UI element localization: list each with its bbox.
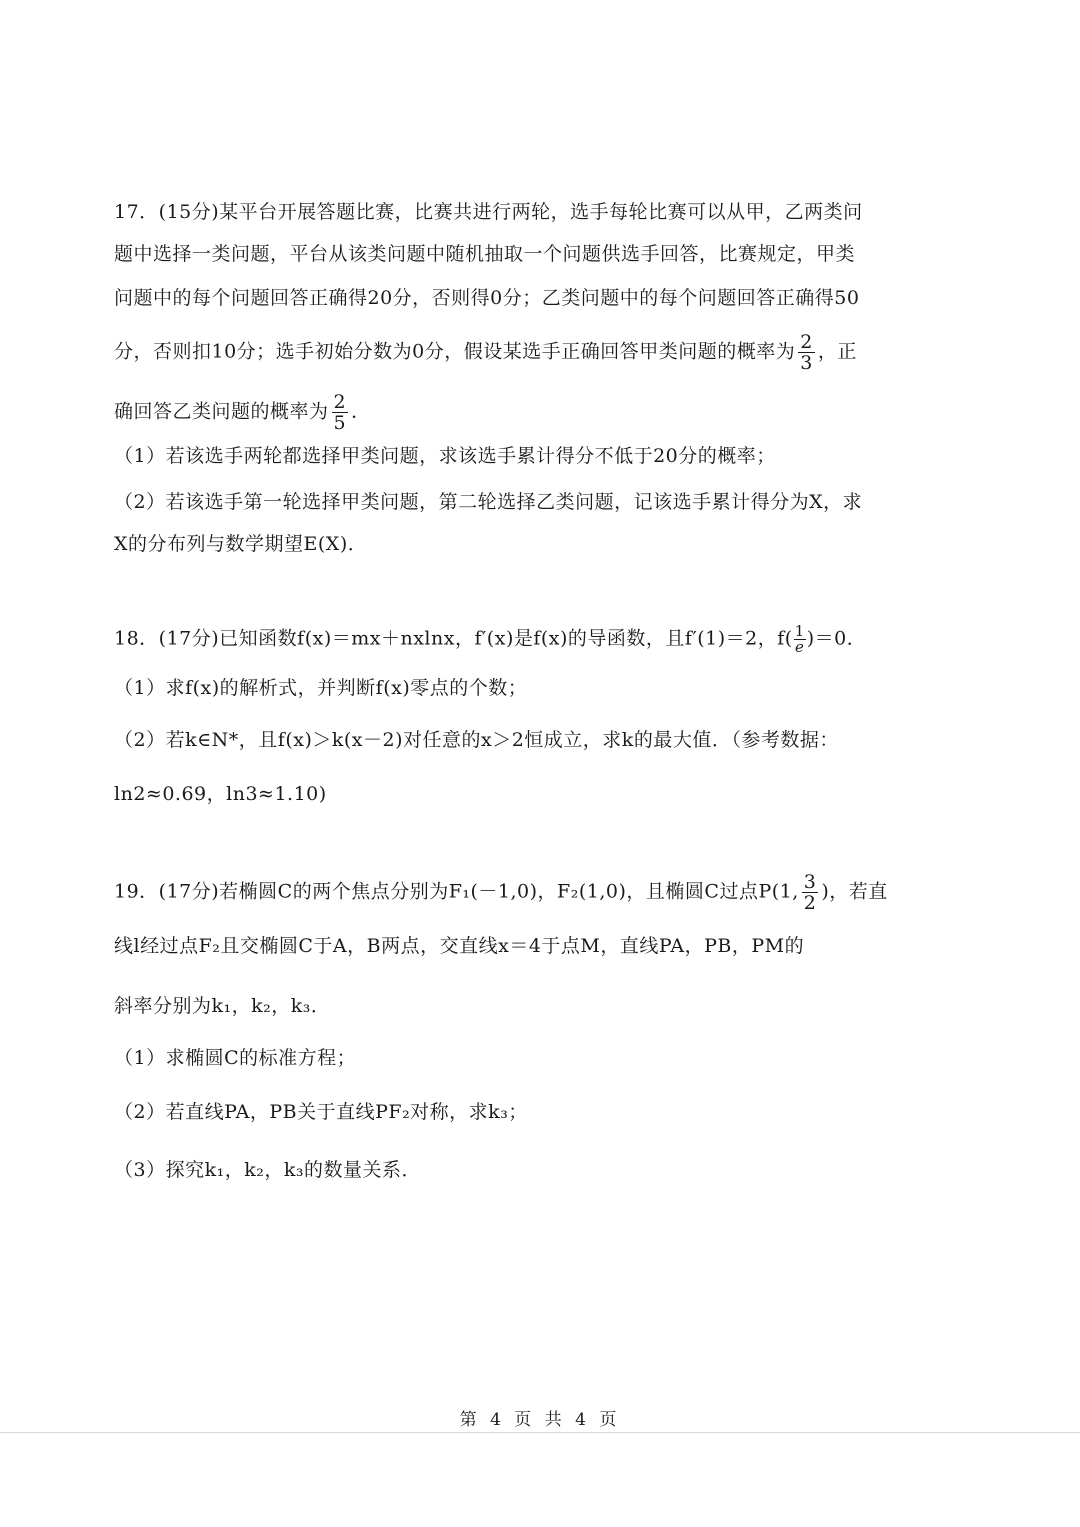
fraction-three-halves	[802, 872, 819, 913]
q17-line-4	[114, 332, 857, 373]
page-number: 第 4 页 共 4 页	[459, 1410, 621, 1430]
q18-part-2-continued: ln2≈0.69，ln3≈1.10)	[114, 783, 327, 805]
q17-line-3: 问题中的每个问题回答正确得20分，否则得0分；乙类问题中的每个问题回答正确得50	[114, 287, 860, 309]
fraction-denominator: 3	[800, 352, 813, 374]
q18-line-1	[114, 624, 866, 655]
fraction-numerator: 2	[800, 331, 813, 353]
q19-part-1: （1）求椭圆C的标准方程；	[114, 1047, 357, 1069]
q18-part-2: （2）若k∈N*，且f(x)＞k(x－2)对任意的x＞2恒成立，求k的最大值．（参考数据：	[114, 729, 839, 751]
fraction-denominator: 5	[333, 412, 347, 434]
fraction-numerator: 3	[803, 871, 817, 893]
q19-part-2: （2）若直线PA，PB关于直线PF₂对称，求k₃；	[114, 1101, 528, 1123]
q18-line-1-tail: )＝0．	[806, 627, 867, 650]
fraction-two-fifths	[332, 392, 349, 433]
q17-line-5-tail: ．	[351, 400, 371, 423]
q19-line-1-text: 19．(17分)若椭圆C的两个焦点分别为F₁(－1,0)，F₂(1,0)，且椭圆C过点P(1,	[114, 880, 799, 903]
q19-line-1	[114, 872, 888, 913]
q17-part-2-continued: X的分布列与数学期望E(X)．	[114, 533, 368, 555]
fraction-denominator: e	[795, 638, 805, 656]
fraction-denominator: 2	[803, 892, 817, 914]
q19-line-3: 斜率分别为k₁，k₂，k₃．	[114, 995, 331, 1017]
q17-part-2: （2）若该选手第一轮选择甲类问题，第二轮选择乙类问题，记该选手累计得分为X，求	[114, 491, 863, 513]
q17-line-4-tail: ，正	[817, 340, 857, 363]
q17-line-4-text: 分，否则扣10分；选手初始分数为0分，假设某选手正确回答甲类问题的概率为	[114, 340, 796, 363]
q17-line-2: 题中选择一类问题，平台从该类问题中随机抽取一个问题供选手回答，比赛规定，甲类	[114, 243, 856, 265]
q17-line-5-text: 确回答乙类问题的概率为	[114, 400, 329, 423]
q18-line-1-text: 18．(17分)已知函数f(x)＝mx＋nxlnx，f′(x)是f(x)的导函数，且f′(1)＝2，f(	[114, 627, 793, 650]
q17-line-1: 17．(15分)某平台开展答题比赛，比赛共进行两轮，选手每轮比赛可以从甲，乙两类问	[114, 201, 863, 223]
fraction-two-thirds	[798, 332, 815, 373]
q19-line-1-tail: )，若直	[821, 880, 888, 903]
q17-line-5	[114, 392, 371, 433]
fraction-numerator: 2	[333, 391, 347, 413]
q18-part-1: （1）求f(x)的解析式，并判断f(x)零点的个数；	[114, 677, 528, 699]
fraction-one-over-e	[794, 624, 806, 655]
footer-divider	[0, 1432, 1080, 1433]
q19-part-3: （3）探究k₁，k₂，k₃的数量关系．	[114, 1159, 421, 1181]
q17-part-1: （1）若该选手两轮都选择甲类问题，求该选手累计得分不低于20分的概率；	[114, 445, 776, 467]
fraction-numerator: 1	[794, 622, 805, 640]
q19-line-2: 线l经过点F₂且交椭圆C于A，B两点，交直线x＝4于点M，直线PA，PB，PM的	[114, 935, 805, 957]
